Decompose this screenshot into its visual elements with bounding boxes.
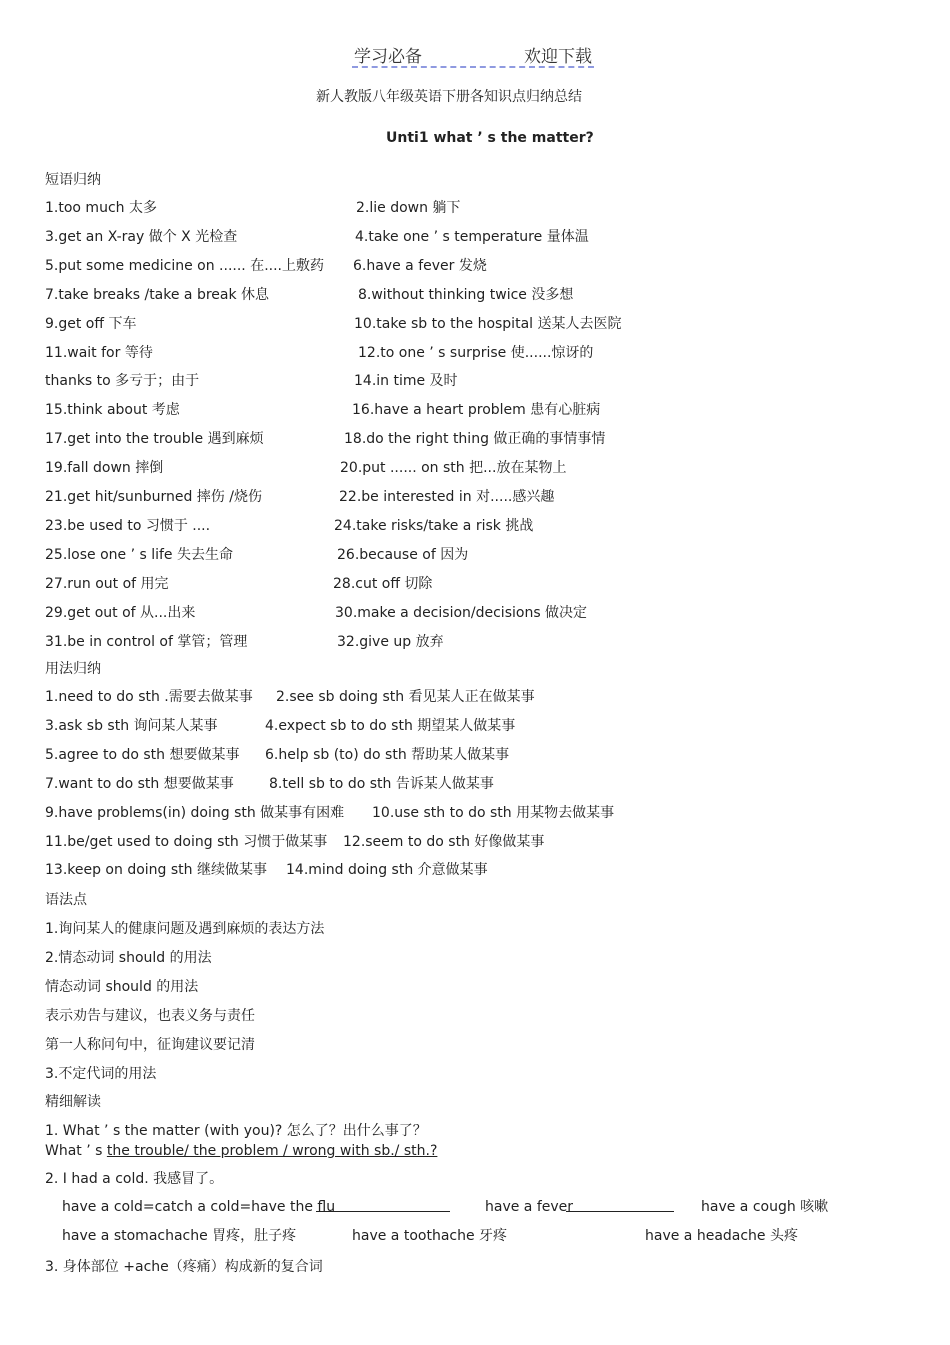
phrases-heading: 短语归纳 (45, 172, 101, 188)
phrase-item: 22.be interested in 对.....感兴趣 (339, 489, 555, 505)
phrase-item: 28.cut off 切除 (333, 575, 433, 592)
usage-item: 12.seem to do sth 好像做某事 (343, 833, 545, 850)
example-stomachache: have a stomachache 胃疼，肚子疼 (62, 1228, 297, 1244)
phrase-item: 2.lie down 躺下 (356, 200, 461, 216)
grammar-line: 3.不定代词的用法 (45, 1065, 157, 1082)
header-right-text: 欢迎下载 (524, 47, 592, 67)
grammar-line: 第一人称问句中，征询建议要记清 (45, 1036, 255, 1053)
phrase-item: 23.be used to 习惯于 .... (45, 517, 211, 534)
page-header (352, 42, 594, 68)
phrase-item: 9.get off 下车 (45, 315, 137, 332)
detail-question-2: 2. I had a cold. 我感冒了。 (45, 1171, 224, 1187)
phrase-item: 32.give up 放弃 (337, 633, 444, 650)
phrase-item: 12.to one ’ s surprise 使......惊讶的 (358, 344, 594, 361)
header-left-text: 学习必备 (354, 47, 422, 67)
usage-item: 5.agree to do sth 想要做某事 (45, 746, 240, 763)
detail-heading: 精细解读 (45, 1094, 101, 1110)
grammar-line: 2.情态动词 should 的用法 (45, 949, 212, 966)
phrase-item: 19.fall down 摔倒 (45, 460, 164, 477)
phrase-item: 1.too much 太多 (45, 200, 157, 216)
phrase-item: 4.take one ’ s temperature 量体温 (355, 228, 589, 245)
example-cold: have a cold=catch a cold=have the flu (62, 1199, 336, 1215)
detail-question-1-alternatives (45, 1143, 437, 1159)
blank-line (566, 1211, 674, 1212)
example-fever: have a fever (485, 1199, 574, 1215)
detail-question-1: 1. What ’ s the matter (with you)? 怎么了？出什么事了？ (45, 1123, 427, 1139)
phrase-item: 25.lose one ’ s life 失去生命 (45, 546, 233, 563)
phrase-item: 8.without thinking twice 没多想 (358, 286, 574, 303)
grammar-heading: 语法点 (45, 892, 87, 908)
phrase-item: 29.get out of 从...出来 (45, 604, 196, 621)
phrase-item: 5.put some medicine on ...... 在....上敷药 (45, 257, 325, 274)
phrase-item: 21.get hit/sunburned 摔伤 /烧伤 (45, 489, 262, 505)
phrase-item: 15.think about 考虑 (45, 402, 180, 419)
phrase-item: 24.take risks/take a risk 挑战 (334, 517, 534, 534)
phrase-item: 27.run out of 用完 (45, 575, 169, 592)
example-toothache: have a toothache 牙疼 (352, 1228, 508, 1244)
phrase-item: 18.do the right thing 做正确的事情事情 (344, 431, 606, 448)
usage-heading: 用法归纳 (45, 661, 101, 677)
phrase-item: 7.take breaks /take a break 休息 (45, 286, 270, 303)
phrase-item: 3.get an X-ray 做个 X 光检查 (45, 228, 238, 245)
phrase-item: 26.because of 因为 (337, 546, 469, 563)
detail-question-3: 3. 身体部位 +ache（疼痛）构成新的复合词 (45, 1259, 323, 1275)
unit-title: Unti1 what ’ s the matter? (386, 130, 594, 146)
phrase-item: 20.put ...... on sth 把...放在某物上 (340, 460, 567, 477)
phrase-item: thanks to 多亏于；由于 (45, 373, 200, 390)
usage-item: 2.see sb doing sth 看见某人正在做某事 (276, 689, 535, 705)
usage-item: 9.have problems(in) doing sth 做某事有困难 (45, 804, 345, 821)
usage-item: 14.mind doing sth 介意做某事 (286, 862, 488, 879)
alt-underlined: the trouble/ the problem / wrong with sb./ sth.? (106, 1143, 438, 1159)
phrase-item: 31.be in control of 掌管；管理 (45, 633, 248, 650)
grammar-line: 1.询问某人的健康问题及遇到麻烦的表达方法 (45, 921, 325, 937)
usage-item: 13.keep on doing sth 继续做某事 (45, 862, 267, 879)
phrase-item: 6.have a fever 发烧 (353, 257, 487, 274)
usage-item: 7.want to do sth 想要做某事 (45, 775, 234, 792)
grammar-line: 表示劝告与建议，也表义务与责任 (45, 1007, 255, 1024)
phrase-item: 10.take sb to the hospital 送某人去医院 (354, 315, 622, 332)
blank-line (316, 1211, 450, 1212)
usage-item: 11.be/get used to doing sth 习惯于做某事 (45, 833, 328, 850)
example-headache: have a headache 头疼 (645, 1228, 798, 1244)
alt-prefix: What ’ s (45, 1143, 107, 1159)
document-subtitle: 新人教版八年级英语下册各知识点归纳总结 (316, 89, 582, 105)
usage-item: 8.tell sb to do sth 告诉某人做某事 (269, 775, 494, 792)
phrase-item: 30.make a decision/decisions 做决定 (335, 604, 588, 621)
usage-item: 3.ask sb sth 询问某人某事 (45, 717, 218, 734)
phrase-item: 14.in time 及时 (354, 373, 458, 390)
grammar-line: 情态动词 should 的用法 (45, 978, 199, 995)
phrase-item: 17.get into the trouble 遇到麻烦 (45, 431, 264, 448)
phrase-item: 16.have a heart problem 患有心脏病 (352, 402, 601, 419)
usage-item: 4.expect sb to do sth 期望某人做某事 (265, 717, 516, 734)
example-cough: have a cough 咳嗽 (701, 1199, 829, 1215)
usage-item: 1.need to do sth .需要去做某事 (45, 689, 253, 705)
phrase-item: 11.wait for 等待 (45, 344, 153, 361)
usage-item: 10.use sth to do sth 用某物去做某事 (372, 804, 615, 821)
usage-item: 6.help sb (to) do sth 帮助某人做某事 (265, 746, 510, 763)
